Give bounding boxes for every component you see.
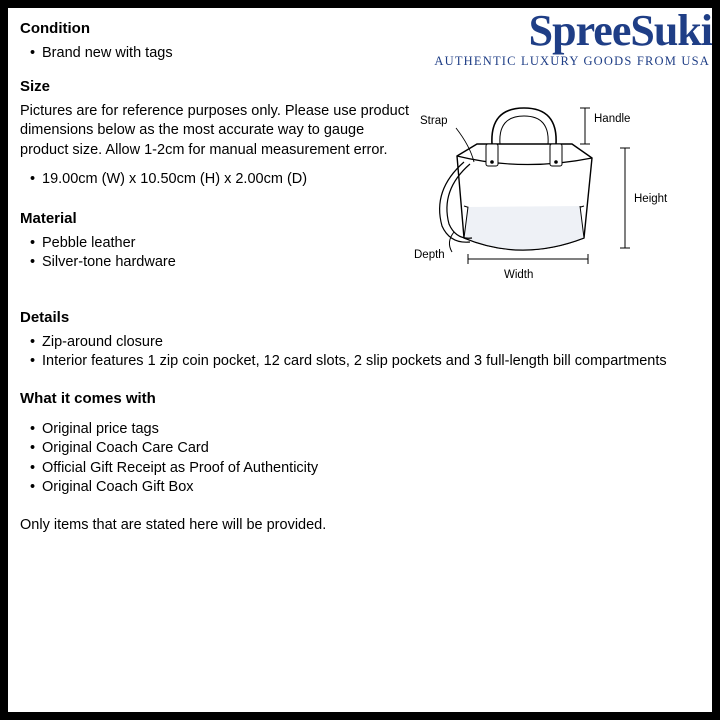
- list-item: • Pebble leather: [20, 234, 700, 254]
- section-what-it-comes-with: [20, 390, 700, 498]
- inclusions-bullet-list: [20, 420, 700, 498]
- size-paragraph: Pictures are for reference purposes only. Please use product dimensions below as the most accurate way to gauge product size. Allow 1-2cm for manual measurement error.: [20, 102, 410, 158]
- product-description: [20, 20, 700, 535]
- list-item: • Official Gift Receipt as Proof of Authenticity: [20, 459, 700, 479]
- condition-bullet-list: [20, 44, 700, 64]
- list-item: • Zip-around closure: [20, 333, 700, 353]
- size-bullet-list: [20, 170, 700, 190]
- details-bullet-list: [20, 333, 700, 372]
- logo-brand-text: SpreeSuki: [528, 8, 712, 55]
- logo-tagline-text: AUTHENTIC LUXURY GOODS FROM USA: [434, 54, 710, 68]
- list-item: • Original Coach Gift Box: [20, 478, 700, 498]
- document-page: [8, 8, 712, 712]
- footer-note: Only items that are stated here will be provided.: [20, 516, 327, 533]
- section-heading: What it comes with: [20, 389, 156, 407]
- diagram-label-width: Width: [504, 269, 534, 281]
- list-item: • Interior features 1 zip coin pocket, 12 card slots, 2 slip pockets and 3 full-length bill compartments: [20, 352, 700, 372]
- section-heading: Material: [20, 209, 77, 227]
- section-condition: [20, 20, 700, 64]
- list-item: • Original Coach Care Card: [20, 439, 700, 459]
- section-heading: Condition: [20, 20, 90, 37]
- diagram-label-handle: Handle: [594, 113, 631, 125]
- list-item: • Brand new with tags: [20, 44, 700, 64]
- diagram-label-height: Height: [634, 193, 668, 205]
- section-material: [20, 210, 700, 273]
- section-heading: Size: [20, 77, 51, 95]
- list-item: • 19.00cm (W) x 10.50cm (H) x 2.00cm (D): [20, 170, 700, 190]
- diagram-label-strap: Strap: [420, 115, 448, 127]
- section-details: [20, 309, 700, 372]
- list-item: • Original price tags: [20, 420, 700, 440]
- diagram-label-depth: Depth: [414, 249, 445, 261]
- material-bullet-list: [20, 234, 700, 273]
- section-heading: Details: [20, 308, 70, 326]
- section-size: [20, 78, 700, 190]
- list-item: • Silver-tone hardware: [20, 253, 700, 273]
